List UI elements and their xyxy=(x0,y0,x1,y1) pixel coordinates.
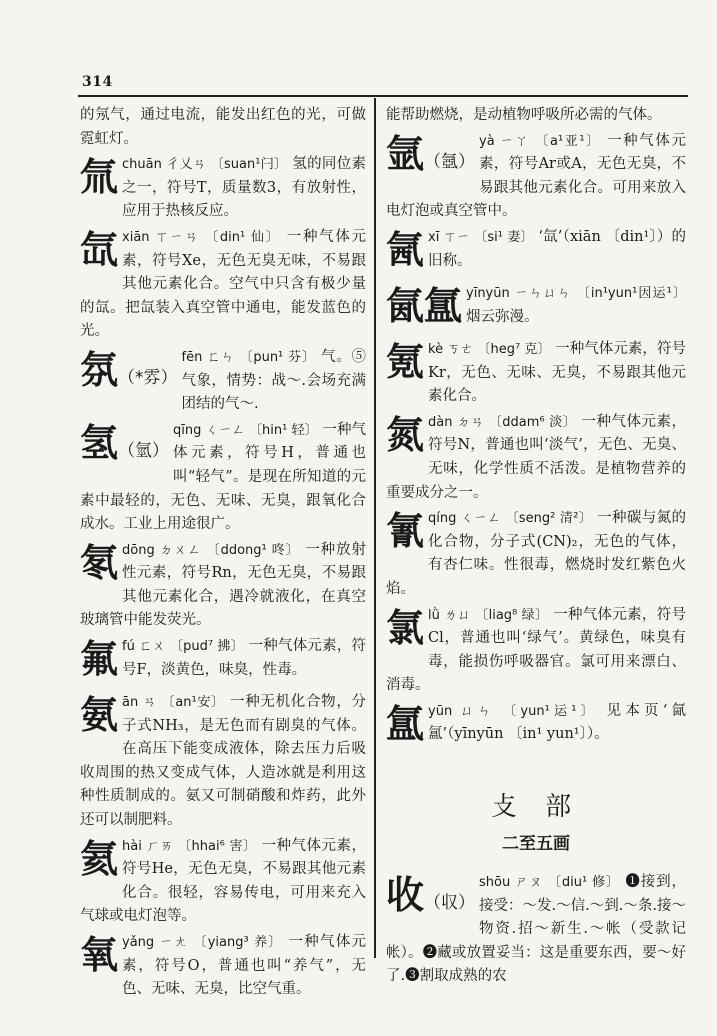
entry-headword xyxy=(80,348,178,400)
entry-pronunciation: dàn ㄉㄢ 〔ddam⁶ 淡〕 xyxy=(428,414,577,430)
dictionary-entry xyxy=(80,691,366,833)
dictionary-entry xyxy=(386,130,686,224)
left-entries xyxy=(80,153,366,1002)
dictionary-entry xyxy=(80,635,366,689)
entry-definition: 一种气体元素，符号Ar或A，无色无臭，不易跟其他元素化合。可用来放入电灯泡或真空管中。 xyxy=(386,132,687,220)
dictionary-entry xyxy=(386,338,686,409)
entry-definition: 一种放射性元素，符号Rn，无色无臭，不易跟其他元素化合，遇冷就液化，在真空玻璃管中能发荧光。 xyxy=(80,541,366,629)
entry-definition: 一种气体元素，符号N，普通也叫‘淡气’，无色、无臭、无味，化学性质不活泼。是植物营养的重要成分之一。 xyxy=(386,413,687,501)
radical-heading: 攴 部 xyxy=(490,791,582,822)
headword-character: 氩 xyxy=(386,131,425,176)
dictionary-entry xyxy=(80,835,366,929)
entry-definition: ❶接到，接受：～发.～信.～到.～条.接～物资.招～新生.～帐（受款记帐）。❷藏或放置妥当：这是重要东西，要～好了.❸割取成熟的农 xyxy=(386,874,687,985)
entry-pronunciation: fēn ㄈㄣ 〔pun¹ 芬〕 xyxy=(181,349,316,365)
dictionary-entry xyxy=(386,282,686,336)
headword-character: 氰 xyxy=(386,509,425,554)
entry-definition: 一种无机化合物，分子式NH₃，是无色而有剧臭的气体。在高压下能变成液体，除去压力后吸收周围的热又变成气体，人造冰就是利用这种性质制成的。氨又可制硝酸和炸药，此外还可以制肥料。 xyxy=(80,694,367,829)
continuation-text: 能帮助燃烧，是动植物呼吸所必需的气体。 xyxy=(386,107,662,123)
headword-character: 氚 xyxy=(80,155,119,200)
entry-headword xyxy=(80,228,118,280)
entry-headword xyxy=(386,413,424,465)
dictionary-entry xyxy=(80,153,366,224)
dictionary-entry xyxy=(386,411,686,505)
entry-pronunciation: dōng ㄉㄨㄥ 〔ddong¹ 咚〕 xyxy=(122,542,300,558)
headword-variant: （収） xyxy=(424,893,476,914)
entry-definition: 一种气体元素，符号Xe，无色无臭无味，不易跟其他元素化合。空气中只含有极少量的氙。把氙装入真空管中通电，能发蓝色的光。 xyxy=(80,228,367,340)
entry-definition: 一种气体元素，符号He，无色无臭，不易跟其他元素化合。很轻，容易传电，可用来充入气球或电灯泡等。 xyxy=(80,837,367,925)
entry-headword xyxy=(386,132,475,184)
dictionary-entry xyxy=(386,604,686,698)
entry-definition: 一种气体元素，符号H，普通也叫“轻气”。是现在所知道的元素中最轻的，无色、无味、无臭，跟氧化合成水。工业上用途很广。 xyxy=(80,421,367,533)
entry-pronunciation: lǜ ㄌㄩ 〔liag⁸ 绿〕 xyxy=(428,607,549,623)
headword-character: 氯 xyxy=(386,605,425,650)
headword-variant: （氫） xyxy=(118,440,170,461)
dictionary-entry xyxy=(80,539,366,633)
dictionary-entry xyxy=(386,226,686,280)
headword-character: 氮 xyxy=(386,412,425,457)
headword-character: 氦 xyxy=(80,836,119,881)
headword-character: 氙 xyxy=(80,227,119,272)
entry-definition: 一种气体元素，符号Cl，普通也叫‘绿气’。黄绿色，味臭有毒，能损伤呼吸器官。氯可用来漂白、消毒。 xyxy=(386,606,687,694)
entry-definition: 一种碳与氮的化合物，分子式(CN)₂，无色的气体，有杏仁味。性很毒，燃烧时发红紫色火焰。 xyxy=(386,510,687,597)
headword-character: 收 xyxy=(386,873,425,918)
entry-headword xyxy=(386,873,475,925)
entry-pronunciation: yà ㄧㄚ 〔a¹亚¹〕 xyxy=(479,133,601,149)
entry-pronunciation: qīng ㄑㄧㄥ 〔hin¹ 轻〕 xyxy=(173,422,318,438)
dictionary-entry xyxy=(80,226,366,344)
entry-headword xyxy=(80,933,118,985)
entry-definition: 见本页‘氤氲’（yīnyūn 〔in¹ yun¹〕）。 xyxy=(428,702,686,743)
dictionary-entry xyxy=(386,871,686,989)
page-number: 314 xyxy=(82,74,113,90)
headword-character: 氲 xyxy=(386,701,425,746)
entry-headword xyxy=(386,509,424,561)
headword-character: 氥 xyxy=(386,227,425,272)
dictionary-entry xyxy=(386,507,686,601)
headword-character: 氢 xyxy=(80,420,119,465)
entry-pronunciation: ān ㄢ 〔an¹安〕 xyxy=(122,695,225,711)
entry-definition: 一种气体元素，符号O，普通也叫“养气”，无色、无味、无臭，比空气重。 xyxy=(122,934,367,998)
entry-headword xyxy=(386,606,424,658)
entry-pronunciation: yūn ㄩㄣ 〔yun¹运¹〕 xyxy=(428,703,598,719)
entry-definition: 氢的同位素之一，符号T，质量数3，有放射性，应用于热核反应。 xyxy=(122,156,367,220)
entry-definition: 一种气体元素，符号F，淡黄色，味臭，性毒。 xyxy=(122,638,367,678)
right-entries xyxy=(386,130,686,754)
dictionary-entry xyxy=(80,346,366,417)
entry-pronunciation: kè ㄎㄜ 〔heg⁷ 克〕 xyxy=(428,341,551,357)
headword-variant: （氬） xyxy=(424,151,476,172)
dictionary-entry xyxy=(386,700,686,754)
right-column xyxy=(386,104,686,991)
stroke-count-heading: 二至五画 xyxy=(502,834,570,855)
entry-definition: 一种气体元素，符号Kr，无色、无味、无臭，不易跟其他元素化合。 xyxy=(428,340,687,405)
entry-headword xyxy=(386,228,424,280)
headword-character: 氟 xyxy=(80,637,119,682)
entry-definition: ‘氙’（xiān 〔din¹〕）的旧称。 xyxy=(428,228,687,269)
entry-headword xyxy=(80,837,118,889)
column-divider xyxy=(374,98,376,958)
entry-pronunciation: fú ㄈㄨ 〔pud⁷ 拂〕 xyxy=(122,639,244,655)
entry-headword xyxy=(386,284,462,336)
left-column xyxy=(80,104,366,1004)
headword-variant: （*雰） xyxy=(118,367,178,388)
entry-headword xyxy=(80,541,118,593)
headword-character: 氧 xyxy=(80,933,119,977)
entry-pronunciation: yīnyūn ㄧㄣㄩㄣ 〔in¹yun¹因运¹〕 xyxy=(466,285,686,301)
entry-definition: 气。⑤气象，情势：战～.会场充满团结的气～. xyxy=(181,348,367,413)
entry-pronunciation: qíng ㄑㄧㄥ 〔seng² 清²〕 xyxy=(428,511,593,527)
entry-pronunciation: shōu ㄕㄡ 〔diu¹ 修〕 xyxy=(479,875,620,891)
entry-headword xyxy=(80,637,118,689)
entry-headword xyxy=(80,693,118,745)
headword-character: 氨 xyxy=(80,693,119,738)
entry-pronunciation: yǎng ㄧㄤ 〔yiang³ 养〕 xyxy=(122,935,283,950)
dictionary-entry xyxy=(80,419,366,537)
entry-pronunciation: xiān ㄒㄧㄢ 〔din¹ 仙〕 xyxy=(122,229,281,245)
dictionary-entry xyxy=(80,931,366,1002)
headword-character: 氛 xyxy=(80,347,119,392)
entry-headword xyxy=(80,421,169,473)
continuation-text: 的氖气，通过电流，能发出红色的光，可做霓虹灯。 xyxy=(80,107,366,147)
entry-pronunciation: hài ㄏㄞ 〔hhai⁶ 害〕 xyxy=(122,838,257,854)
headword-character: 氤氲 xyxy=(386,283,463,328)
headword-character: 氡 xyxy=(80,540,119,585)
entry-pronunciation: xī ㄒㄧ 〔si¹ 妻〕 xyxy=(428,229,534,245)
entry-pronunciation: chuān 彳乂ㄢ 〔suan¹闩〕 xyxy=(122,157,288,173)
entry-headword xyxy=(386,702,424,754)
entry-headword xyxy=(386,340,424,392)
final-entry-container xyxy=(386,871,686,989)
header-rule xyxy=(78,95,688,97)
entry-headword xyxy=(80,155,118,207)
headword-character: 氪 xyxy=(386,339,425,384)
entry-definition: 烟云弥漫。 xyxy=(466,308,539,325)
